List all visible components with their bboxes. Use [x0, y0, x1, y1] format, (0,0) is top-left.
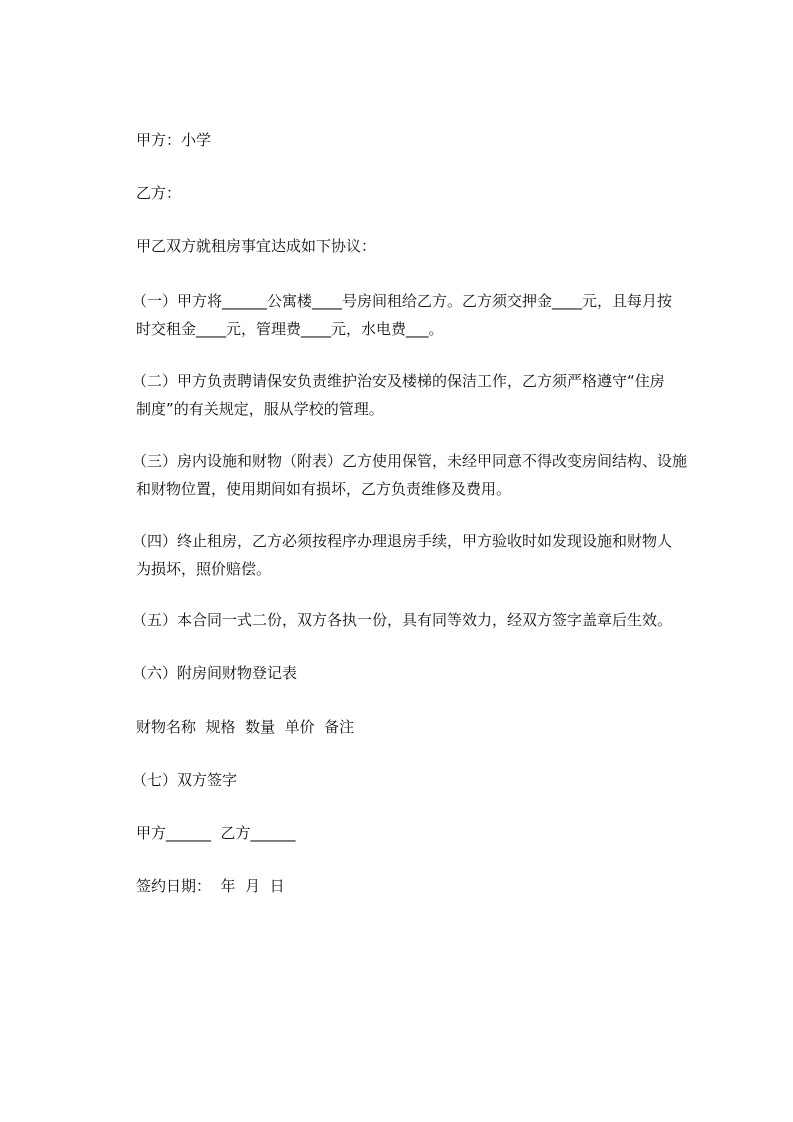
signature-line: 甲方______ 乙方______ — [136, 824, 296, 842]
clause-4-line-1: （四）终止租房，乙方必须按程序办理退房手续，甲方验收时如发现设施和财物人 — [132, 532, 673, 550]
clause-1-line-1: （一）甲方将______公寓楼____号房间租给乙方。乙方须交押金____元，且每月按 — [132, 292, 673, 310]
intro-line: 甲乙双方就租房事宜达成如下协议： — [136, 237, 377, 255]
clause-2-line-1: （二）甲方负责聘请保安负责维护治安及楼梯的保洁工作，乙方须严格遵守“住房 — [132, 372, 665, 390]
party-b-line: 乙方： — [136, 184, 182, 202]
party-a-line: 甲方：小学 — [136, 131, 212, 149]
sign-date-line: 签约日期： 年 月 日 — [136, 877, 285, 895]
clause-7: （七）双方签字 — [132, 771, 238, 789]
clause-4 — [132, 527, 700, 583]
clause-5: （五）本合同一式二份，双方各执一份，具有同等效力，经双方签字盖章后生效。 — [132, 611, 673, 629]
inventory-table-header: 财物名称 规格 数量 单价 备注 — [136, 718, 355, 736]
clause-6: （六）附房间财物登记表 — [132, 664, 298, 682]
clause-2 — [132, 367, 700, 423]
clause-2-line-2: 制度”的有关规定，服从学校的管理。 — [136, 400, 384, 418]
clause-3-line-2: 和财物位置，使用期间如有损坏，乙方负责维修及费用。 — [136, 480, 512, 498]
clause-1 — [132, 287, 700, 343]
clause-3 — [132, 447, 700, 503]
clause-4-line-2: 为损坏，照价赔偿。 — [136, 560, 272, 578]
clause-1-line-2: 时交租金____元，管理费____元，水电费___。 — [136, 320, 444, 338]
clause-3-line-1: （三）房内设施和财物（附表）乙方使用保管，未经甲同意不得改变房间结构、设施 — [132, 452, 688, 470]
